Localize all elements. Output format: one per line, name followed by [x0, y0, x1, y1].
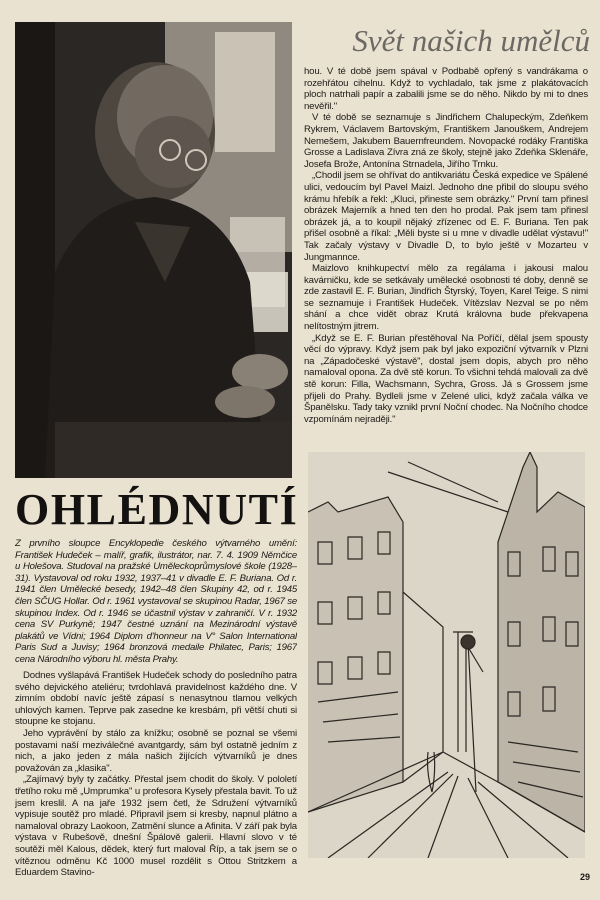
- article-right-column: [304, 66, 588, 436]
- section-masthead: Svět našich umělců: [352, 23, 590, 58]
- paragraph: V té době se seznamuje s Jindřichem Chalupeckým, Zdeňkem Rykrem, Václavem Bartovským, Františkem Janouškem, Andrejem Nemešem, Jakubem Bauernfreundem. Novopacké rodáky Františka Grosse a Ladislava Zívra zná ze školy, stejně jako Zdeňka Sklenáře, Josefa Brože, Antonína Strnadela, Jiřího Trnku.: [304, 112, 588, 170]
- encyclopedia-bio: Z prvního sloupce Encyklopedie českého výtvarného umění: František Hudeček – malíř, grafik, ilustrátor, nar. 7. 4. 1909 Němčice u Holešova. Studoval na pražské Uměleckoprůmyslové škole (1928–31). Vystavoval od roku 1932, 1937–41 v divadle E. F. Buriana. Od r. 1941 člen Umělecké besedy, 1942–48 člen Skupiny 42, od r. 1945 člen SČUG Hollar. Od r. 1961 vystavoval se skupinou Radar, 1967 se skupinou Index. Od r. 1946 se účastnil výstav v zahraničí. V r. 1932 cena SV Purkyně; 1947 čestné uznání na Mezinárodní výstavě plakátů ve Vídni; 1964 Diplom d'honneur na V° Salon International Paris Sud a Juvisy; 1964 bronzová medaile Philatec, Paris; 1967 cena Národního výboru hl. města Prahy.: [15, 538, 297, 664]
- paragraph: „Zajímavý byly ty začátky. Přestal jsem chodit do školy. V pololetí třetího roku mě „Umprumka" u profesora Kysely přestala bavit. To už jsem kreslil. A na jaře 1932 jsem četl, že Sdružení výtvarníků vypisuje soutěž pro mladé. Připravil jsem si kresby, napnul plátno a namaloval obrazy Laokoon, Zatmění slunce a Afinita. V září pak byla výstava v Rubešově, dnešní Špálově galerii. Hlavní slovo v té soutěži měl Kalous, dědek, který furt maloval Říp, a tak jsem se o vítěznou odměnu Kč 1000 musel rozdělit s Ottou Stritzkem a Eduardem Stavino-: [15, 774, 297, 879]
- paragraph: Dodnes vyšlapává František Hudeček schody do posledního patra svého dejvického ateliéru; tvrdohlavá pravidelnost každého dne. V zimním období navíc ještě zápasí s nenasytnou tlamou velkých uhlových kamen. Teprve pak zasedne ke kresbám, při větší chuti si stoupne ke stojanu.: [15, 670, 297, 728]
- street-drawing-artwork: [308, 452, 585, 858]
- article-left-column: [15, 670, 297, 882]
- paragraph: „Chodil jsem se ohřívat do antikvariátu Česká expedice ve Spálené ulici, vedoucím byl Pavel Maizl. Jednoho dne přibil do sloupu svého krámu hřebík a řekl: „Kluci, přineste sem obrázky." První tam přinesl obrázek Majerník a hned ten den ho prodal. Pak jsem tam přinesl obrázek já, a to koupil nějaký zřízenec od E. F. Buriana. Ten pak přišel osobně a říkal: „Měli byste si u mne v divadle udělat výstavu!" Tak začaly výstavy v Divadle D, to bylo ještě v Mozarteu v Jungmannce.: [304, 170, 588, 263]
- paragraph: Jeho vyprávění by stálo za knížku; osobně se poznal se všemi postavami naší meziválečné avantgardy, sám byl ostatně jedním z nich, a jako jeden z mála našich žijících výtvarníků je dnes považován za „klasika".: [15, 727, 297, 774]
- paragraph: hou. V té době jsem spával v Podbabě opřený s vandrákama o rozehřátou cihelnu. Když to vychladalo, tak jsme z plakátovacích ploch natrhali papír a zabalili jsme se do něho. Nikdo by mi to dnes nevěřil.": [304, 66, 588, 112]
- paragraph: Maizlovo knihkupectví mělo za regálama i jakousi malou kavárničku, kde se setkávaly umělecké osobnosti té doby, denně se zde zastavil E. F. Burian, Jindřich Štyrský, Toyen, Karel Teige. S nimi se seznamuje i František Hudeček. Vítězslav Nezval se po něm shání a chce vidět obraz Krutá královna bude překvapena nelítostným jitrem.: [304, 263, 588, 333]
- page-number: 29: [579, 872, 590, 882]
- artist-portrait-photo: [15, 22, 292, 478]
- paragraph: „Když se E. F. Burian přestěhoval Na Poříčí, dělal jsem spousty věcí do výpravy. Když jsem pak byl jako expoziční výtvarník v Plzni na „Západočeské výstavě", dostal jsem dopis, abych pro něho namaloval opona. Za dvě stě korun. To všichni tehdá malovali za dvě stě korun: Filla, Wachsmann, Sychra, Gross. Já s Grossem jsme přijeli do Prahy. Bydleli jsme v Zelené ulici, když začala válka ve Španělsku. Tady taky vznikl první Noční chodec. Na Nočního chodce vzpomínám nejraději.": [304, 332, 588, 425]
- article-title: OHLÉDNUTÍ: [15, 485, 299, 534]
